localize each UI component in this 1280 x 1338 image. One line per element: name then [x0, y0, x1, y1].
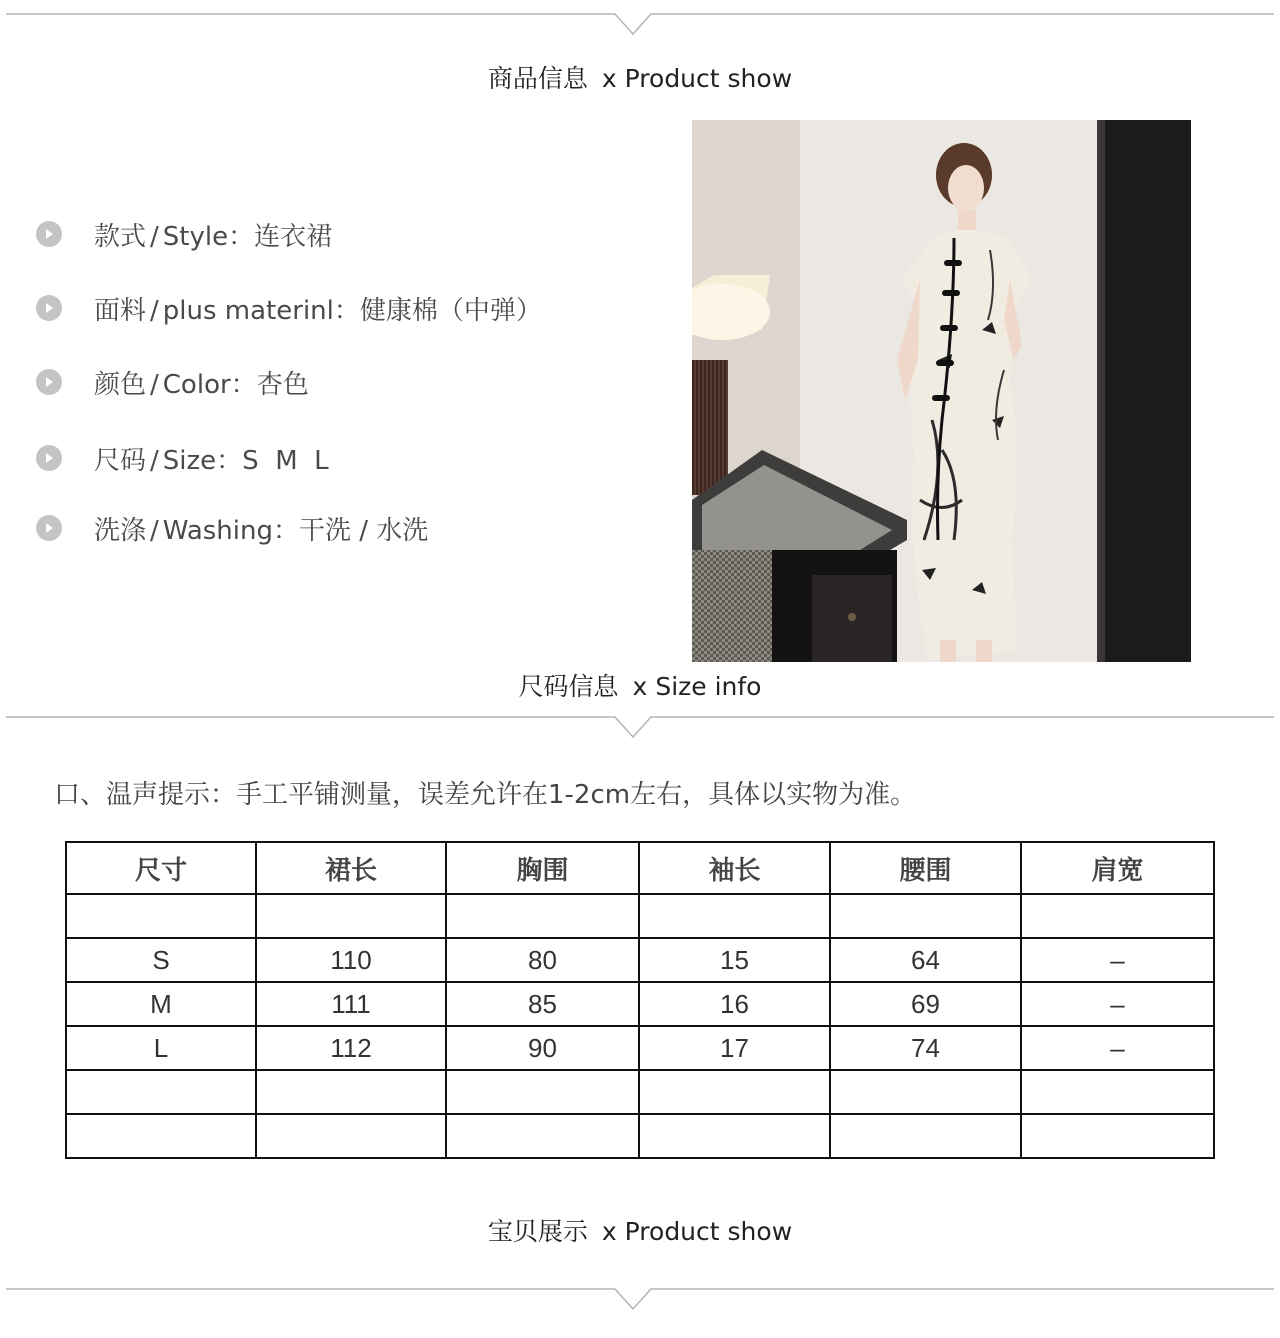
table-header-cell: 腰围	[830, 842, 1021, 894]
table-cell	[446, 894, 639, 938]
table-row	[66, 1070, 1214, 1114]
chevron-right-circle-icon	[36, 445, 62, 471]
attribute-label-en: Washing	[162, 515, 273, 546]
section-divider-bottom	[6, 1287, 1274, 1311]
table-cell: 15	[639, 938, 830, 982]
attribute-value: 健康棉（中弹）	[359, 295, 542, 326]
attribute-row-washing: 洗涤 / Washing：干洗 / 水洗	[36, 508, 428, 548]
table-cell	[66, 1114, 256, 1158]
table-cell	[66, 894, 256, 938]
table-cell: L	[66, 1026, 256, 1070]
attribute-row-color: 颜色 / Color：杏色	[36, 362, 309, 402]
table-cell	[639, 1114, 830, 1158]
section-divider-top	[6, 12, 1274, 36]
table-row	[66, 938, 1214, 982]
table-cell	[639, 1070, 830, 1114]
table-cell	[446, 1114, 639, 1158]
table-header-row	[66, 842, 1214, 894]
section-title-en: Size info	[655, 672, 762, 701]
section-title-product-display	[0, 1212, 1280, 1248]
table-cell: –	[1021, 938, 1214, 982]
table-cell	[1021, 1070, 1214, 1114]
table-cell	[830, 1070, 1021, 1114]
table-row	[66, 982, 1214, 1026]
attribute-value: 干洗 / 水洗	[299, 515, 429, 546]
attribute-label-en: Style	[162, 221, 229, 252]
table-cell	[1021, 1114, 1214, 1158]
table-row	[66, 1114, 1214, 1158]
table-header-cell: 袖长	[639, 842, 830, 894]
table-row	[66, 1026, 1214, 1070]
attribute-label-cn: 颜色	[94, 369, 147, 400]
attribute-label-cn: 洗涤	[94, 515, 147, 546]
attribute-row-material: 面料 / plus materinl：健康棉（中弹）	[36, 288, 542, 328]
table-cell: 112	[256, 1026, 446, 1070]
attribute-value: 杏色	[256, 369, 309, 400]
table-cell	[830, 1114, 1021, 1158]
chevron-right-circle-icon	[36, 515, 62, 541]
table-cell: 69	[830, 982, 1021, 1026]
chevron-right-circle-icon	[36, 295, 62, 321]
table-cell: 90	[446, 1026, 639, 1070]
chevron-right-circle-icon	[36, 221, 62, 247]
size-table	[65, 841, 1215, 1159]
table-cell: –	[1021, 1026, 1214, 1070]
table-cell: 85	[446, 982, 639, 1026]
measurement-note: 口、温声提示：手工平铺测量，误差允许在1-2cm左右，具体以实物为准。	[54, 780, 917, 810]
table-header-cell: 裙长	[256, 842, 446, 894]
table-cell	[66, 1070, 256, 1114]
chevron-right-circle-icon	[36, 369, 62, 395]
table-header-cell: 胸围	[446, 842, 639, 894]
table-cell: M	[66, 982, 256, 1026]
table-cell: 64	[830, 938, 1021, 982]
table-cell	[256, 894, 446, 938]
attribute-row-style: 款式 / Style：连衣裙	[36, 214, 332, 254]
section-title-separator: x	[632, 672, 648, 701]
table-cell: S	[66, 938, 256, 982]
section-title-en: Product show	[624, 64, 793, 93]
attribute-label-cn: 款式	[94, 221, 147, 252]
attribute-label-cn: 面料	[94, 295, 147, 326]
table-cell: 111	[256, 982, 446, 1026]
table-cell	[830, 894, 1021, 938]
table-cell: –	[1021, 982, 1214, 1026]
attribute-label-cn: 尺码	[94, 445, 147, 476]
attribute-label-en: Size	[162, 445, 217, 476]
table-cell	[639, 894, 830, 938]
table-cell: 74	[830, 1026, 1021, 1070]
attribute-row-size: 尺码 / Size：S M L	[36, 438, 329, 478]
table-cell	[446, 1070, 639, 1114]
table-cell: 110	[256, 938, 446, 982]
table-cell	[1021, 894, 1214, 938]
table-cell: 80	[446, 938, 639, 982]
section-divider-middle	[6, 715, 1274, 739]
attribute-label-en: Color	[162, 369, 231, 400]
section-title-size-info	[0, 667, 1280, 703]
table-cell: 16	[639, 982, 830, 1026]
attribute-value: 连衣裙	[254, 221, 333, 252]
attribute-value: S M L	[242, 445, 329, 476]
section-title-cn: 宝贝展示	[487, 1217, 588, 1246]
table-cell	[256, 1070, 446, 1114]
table-cell	[256, 1114, 446, 1158]
section-title-cn: 商品信息	[487, 64, 588, 93]
section-title-cn: 尺码信息	[518, 672, 619, 701]
section-title-product-info	[0, 59, 1280, 95]
table-header-cell: 尺寸	[66, 842, 256, 894]
section-title-separator: x	[601, 1217, 617, 1246]
table-cell: 17	[639, 1026, 830, 1070]
attribute-label-en: plus materinl	[162, 295, 334, 326]
product-photo	[692, 120, 1191, 662]
section-title-en: Product show	[624, 1217, 793, 1246]
table-header-cell: 肩宽	[1021, 842, 1214, 894]
section-title-separator: x	[601, 64, 617, 93]
table-row	[66, 894, 1214, 938]
